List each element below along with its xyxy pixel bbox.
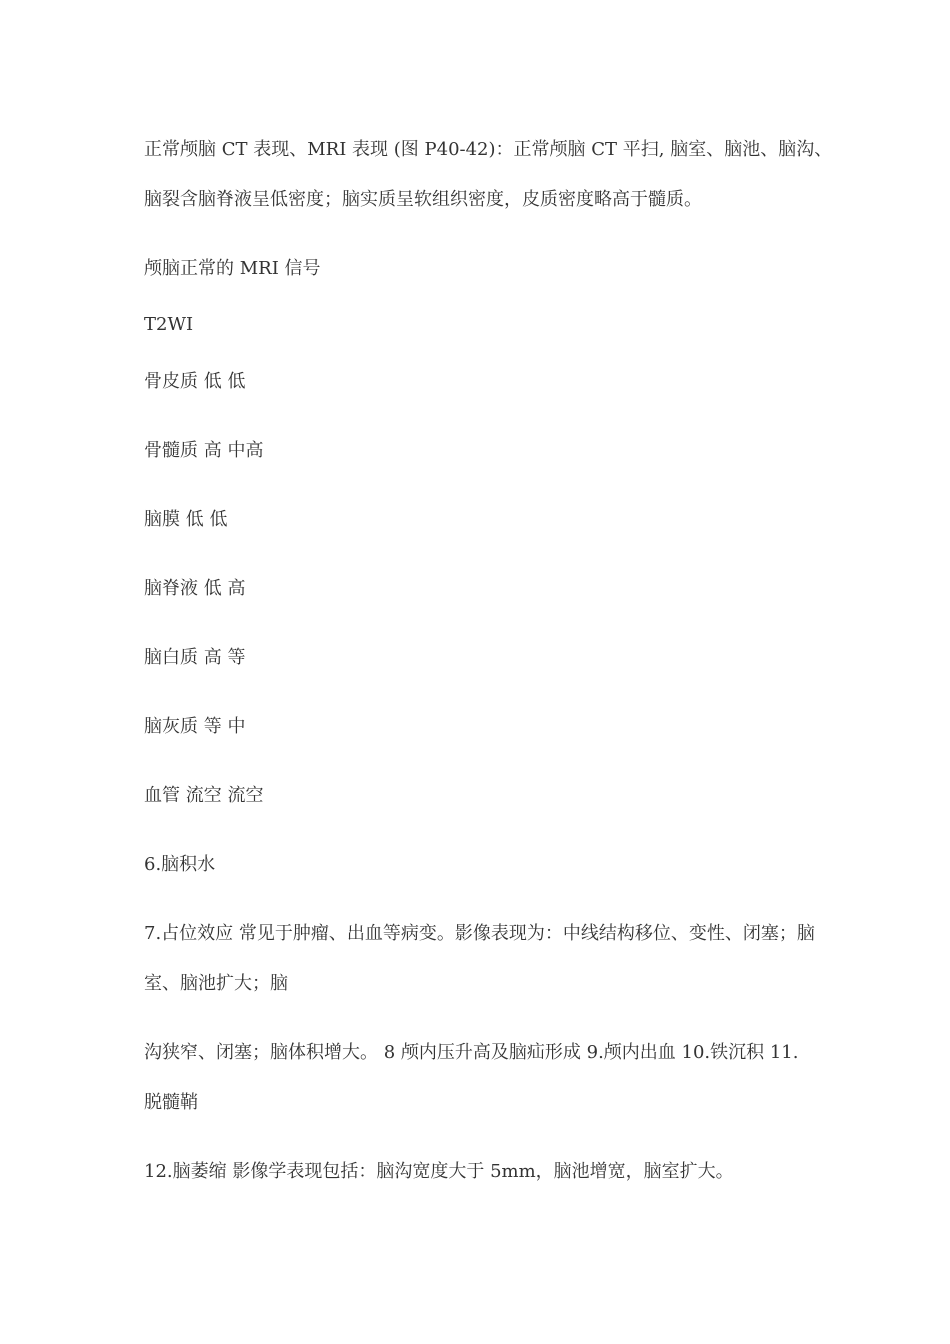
item-list-8-11-line-2: 脱髓鞘 [144, 1092, 198, 1113]
item-hydrocephalus: 6.脑积水 [144, 854, 216, 875]
signal-row-white-matter: 脑白质 高 等 [144, 647, 246, 668]
item-brain-atrophy: 12.脑萎缩 影像学表现包括：脑沟宽度大于 5mm，脑池增宽，脑室扩大。 [144, 1161, 734, 1182]
item-list-8-11-line-1: 沟狭窄、闭塞；脑体积增大。 8 颅内压升高及脑疝形成 9.颅内出血 10.铁沉积 11. [144, 1042, 799, 1063]
item-mass-effect-line-2: 室、脑池扩大；脑 [144, 973, 288, 994]
item-mass-effect-line-1: 7.占位效应 常见于肿瘤、出血等病变。影像表现为：中线结构移位、变性、闭塞；脑 [144, 923, 815, 944]
signal-row-csf: 脑脊液 低 高 [144, 578, 246, 599]
paragraph-ct-mri-line-1: 正常颅脑 CT 表现、MRI 表现 (图 P40-42)：正常颅脑 CT 平扫, 脑室、脑池、脑沟、 [144, 139, 833, 160]
mri-signal-title: 颅脑正常的 MRI 信号 [144, 258, 321, 279]
signal-row-bone-marrow: 骨髓质 高 中高 [144, 440, 264, 461]
signal-row-meninges: 脑膜 低 低 [144, 509, 228, 530]
signal-row-vessels: 血管 流空 流空 [144, 785, 264, 806]
t2wi-label: T2WI [144, 314, 194, 335]
paragraph-ct-mri-line-2: 脑裂含脑脊液呈低密度；脑实质呈软组织密度，皮质密度略高于髓质。 [144, 189, 702, 210]
signal-row-cortical-bone: 骨皮质 低 低 [144, 371, 246, 392]
signal-row-gray-matter: 脑灰质 等 中 [144, 716, 246, 737]
